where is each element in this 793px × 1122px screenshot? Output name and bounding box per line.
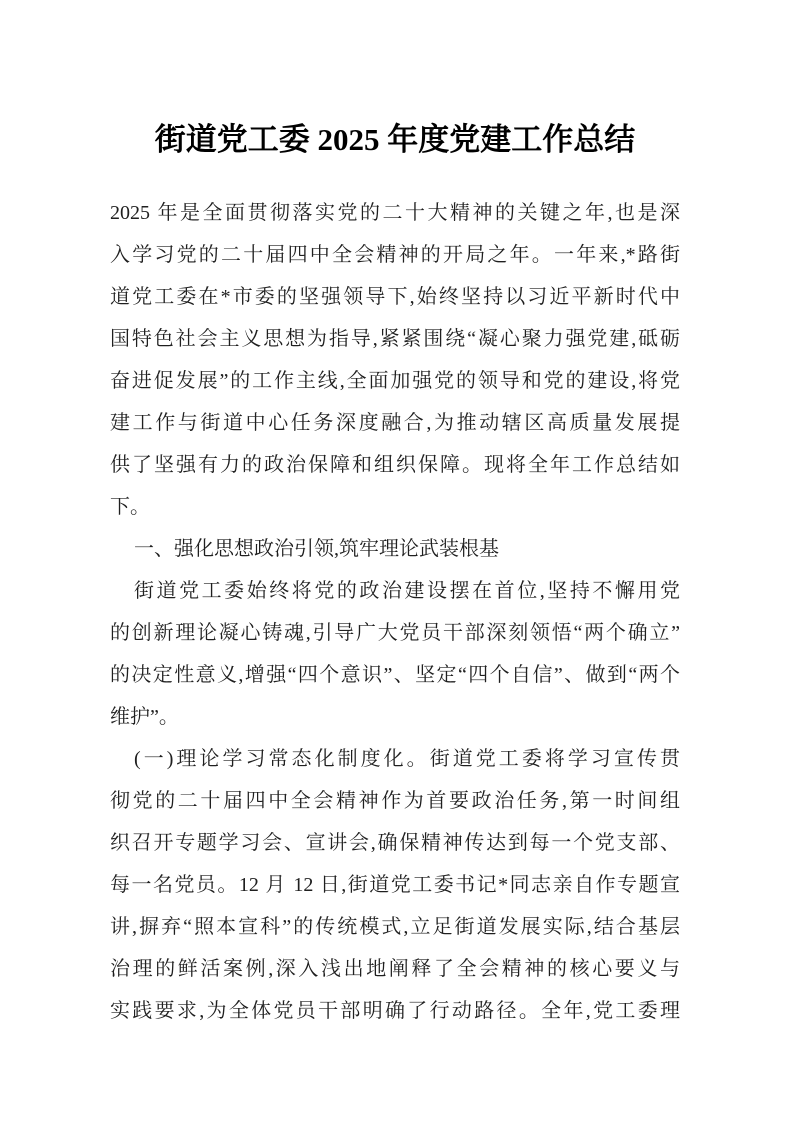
subsection-1-1-paragraph-line-2: 彻党的二十届四中全会精神作为首要政治任务,第一时间组 (110, 790, 680, 812)
subsection-1-1-paragraph-line-3: 织召开专题学习会、宣讲会,确保精神传达到每一个党支部、 (110, 832, 680, 854)
document-title: 街道党工委 2025 年度党建工作总结 (154, 122, 636, 157)
subsection-1-1-paragraph-line-7: 实践要求,为全体党员干部明确了行动路径。全年,党工委理 (110, 1000, 680, 1022)
intro-paragraph-line-1: 2025 年是全面贯彻落实党的二十大精神的关键之年,也是深 (110, 202, 680, 224)
subsection-1-1-paragraph-line-4: 每一名党员。12 月 12 日,街道党工委书记*同志亲自作专题宣 (110, 874, 680, 896)
intro-paragraph (110, 192, 680, 528)
section-1-paragraph (110, 570, 680, 738)
section-1-paragraph-line-1: 街道党工委始终将党的政治建设摆在首位,坚持不懈用党 (134, 580, 680, 602)
intro-paragraph-line-5: 奋进促发展”的工作主线,全面加强党的领导和党的建设,将党 (110, 370, 680, 392)
intro-paragraph-line-4: 国特色社会主义思想为指导,紧紧围绕“凝心聚力强党建,砥砺 (110, 328, 680, 350)
intro-paragraph-line-8: 下。 (110, 496, 150, 518)
section-1-heading-line-1: 一、强化思想政治引领,筑牢理论武装根基 (134, 538, 499, 560)
intro-paragraph-line-2: 入学习党的二十届四中全会精神的开局之年。一年来,*路街 (110, 244, 680, 266)
intro-paragraph-line-3: 道党工委在*市委的坚强领导下,始终坚持以习近平新时代中 (110, 286, 680, 308)
intro-paragraph-line-7: 供了坚强有力的政治保障和组织保障。现将全年工作总结如 (110, 454, 680, 476)
section-1-paragraph-line-2: 的创新理论凝心铸魂,引导广大党员干部深刻领悟“两个确立” (110, 622, 680, 644)
section-1-paragraph-line-3: 的决定性意义,增强“四个意识”、坚定“四个自信”、做到“两个 (110, 664, 680, 686)
intro-paragraph-line-6: 建工作与街道中心任务深度融合,为推动辖区高质量发展提 (110, 412, 680, 434)
subsection-1-1-paragraph-line-1: (一)理论学习常态化制度化。街道党工委将学习宣传贯 (134, 748, 680, 770)
subsection-1-1-paragraph-line-6: 治理的鲜活案例,深入浅出地阐释了全会精神的核心要义与 (110, 958, 680, 980)
section-1-heading (110, 528, 680, 570)
document-body (110, 192, 680, 1032)
subsection-1-1-paragraph-line-5: 讲,摒弃“照本宣科”的传统模式,立足街道发展实际,结合基层 (110, 916, 680, 938)
subsection-1-1-paragraph (110, 738, 680, 1032)
section-1-paragraph-line-4: 维护”。 (110, 706, 179, 728)
